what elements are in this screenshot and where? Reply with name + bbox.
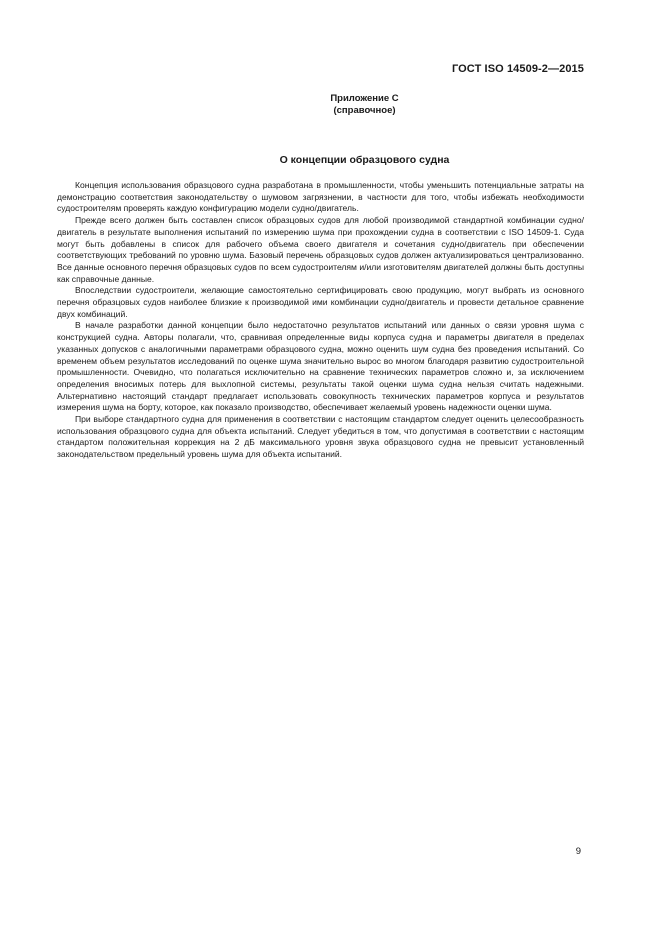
body-text	[57, 180, 584, 461]
page-number: 9	[575, 846, 581, 857]
standard-header: ГОСТ ISO 14509-2—2015	[451, 63, 584, 75]
paragraph: Прежде всего должен быть составлен список образцовых судов для любой производимой стандартной комбинации судно/двигатель в результате выполнения испытаний по измерению шума при прохождении судна в соответствии с ISO 14509-1. Суда могут быть добавлены в список для рабочего объема своего двигателя и сочетания судно/двигатель при обеспечении соответствующих требований по уровню шума. Базовый перечень образцовых судов должен актуализироваться централизованно. Все данные основного перечня образцовых судов по всем судостроителям и/или изготовителям двигателей должны быть доступны как справочные данные.	[57, 215, 584, 284]
appendix-note: (справочное)	[333, 105, 396, 116]
paragraph: При выборе стандартного судна для применения в соответствии с настоящим стандартом следует оценить целесообразность использования образцового судна для объекта испытаний. Следует убедиться в том, что допустимая в соответствии с настоящим стандартом положительная коррекция на 2 дБ максимального уровня звука образцового судна не превысит установленный законодательством предельный уровень шума для объекта испытаний.	[57, 414, 584, 460]
appendix-title: Приложение С	[330, 93, 399, 104]
section-title: О концепции образцового судна	[279, 154, 450, 166]
appendix-heading	[0, 93, 661, 117]
paragraph: Концепция использования образцового судна разработана в промышленности, чтобы уменьшить потенциальные затраты на демонстрацию соответствия законодательству о шумовом загрязнении, в частности для того, чтобы избежать необходимости судостроителям проверять каждую конфигурацию модели судно/двигатель.	[57, 180, 584, 214]
paragraph: Впоследствии судостроители, желающие самостоятельно сертифицировать свою продукцию, могут выбрать из основного перечня образцовых судов наиболее близкие к производимой ими комбинации судно/двигатель и провести детальное сравнение двух комбинаций.	[57, 285, 584, 319]
paragraph: В начале разработки данной концепции было недостаточно результатов испытаний или данных о связи уровня шума с конструкцией судна. Авторы полагали, что, сравнивая определенные виды корпуса судна и параметры двигателя в пределах указанных допусков с аналогичными параметрами образцового судна, можно оценить шум судна без проведения испытаний. Со временем объем результатов исследований по оценке шума значительно вырос во многом благодаря развитию судостроительной промышленности. Очевидно, что полагаться исключительно на сравнение технических параметров сложно и, за исключением определения вносимых потерь для выхлопной системы, результаты такой оценки шума судна нельзя считать надежными. Альтернативно настоящий стандарт предлагает использовать совокупность технических параметров корпуса и результатов измерения шума на борту, которое, как показало производство, обеспечивает желаемый уровень надежности оценки шума.	[57, 320, 584, 413]
